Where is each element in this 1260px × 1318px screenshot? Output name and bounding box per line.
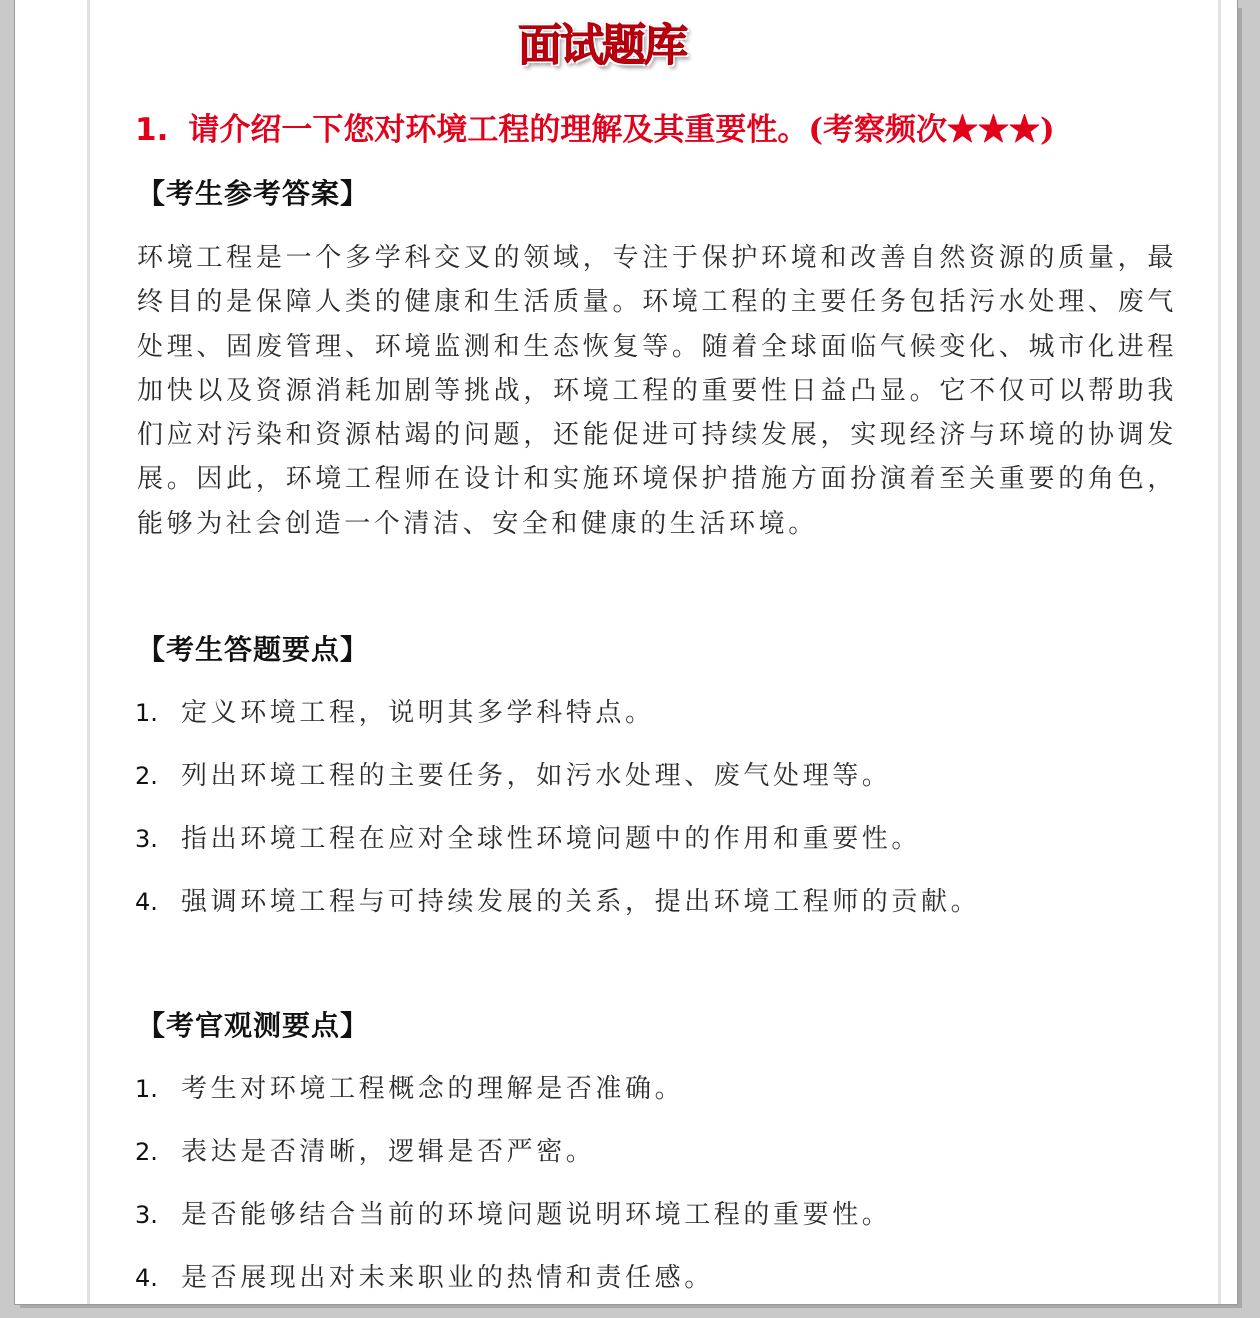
left-margin-line xyxy=(87,0,90,1304)
question-heading xyxy=(135,106,1195,154)
item-number: 4. xyxy=(135,888,158,916)
answer-section-title: 【考生参考答案】 xyxy=(137,177,370,210)
item-number: 2. xyxy=(135,1138,158,1166)
list-item xyxy=(135,816,1175,879)
key-points-section-title: 【考生答题要点】 xyxy=(137,633,370,666)
item-text: 列出环境工程的主要任务，如污水处理、废气处理等。 xyxy=(181,761,892,791)
item-number: 1. xyxy=(135,699,158,727)
key-points-list xyxy=(135,690,1175,942)
item-text: 定义环境工程，说明其多学科特点。 xyxy=(181,698,655,728)
list-item xyxy=(135,1192,1175,1255)
banner-title: 面试题库 xyxy=(518,20,686,71)
document-page xyxy=(14,0,1238,1305)
item-text: 强调环境工程与可持续发展的关系，提出环境工程师的贡献。 xyxy=(181,887,981,917)
item-number: 2. xyxy=(135,762,158,790)
list-item xyxy=(135,753,1175,816)
item-text: 是否展现出对未来职业的热情和责任感。 xyxy=(181,1263,714,1293)
item-number: 4. xyxy=(135,1264,158,1292)
examiner-points-list xyxy=(135,1066,1175,1318)
list-item xyxy=(135,1129,1175,1192)
item-text: 表达是否清晰，逻辑是否严密。 xyxy=(181,1137,596,1167)
question-text: 请介绍一下您对环境工程的理解及其重要性。(考察频次★★★) xyxy=(188,112,1055,148)
list-item xyxy=(135,1255,1175,1318)
examiner-section-title: 【考官观测要点】 xyxy=(137,1009,370,1042)
item-text: 指出环境工程在应对全球性环境问题中的作用和重要性。 xyxy=(181,824,922,854)
item-text: 是否能够结合当前的环境问题说明环境工程的重要性。 xyxy=(181,1200,892,1230)
list-item xyxy=(135,879,1175,942)
item-number: 3. xyxy=(135,1201,158,1229)
list-item xyxy=(135,690,1175,753)
answer-paragraph: 环境工程是一个多学科交叉的领域，专注于保护环境和改善自然资源的质量，最终目的是保障人类的健康和生活质量。环境工程的主要任务包括污水处理、废气处理、固废管理、环境监测和生态恢复等。随着全球面临气候变化、城市化进程加快以及资源消耗加剧等挑战，环境工程的重要性日益凸显。它不仅可以帮助我们应对污染和资源枯竭的问题，还能促进可持续发展，实现经济与环境的协调发展。因此，环境工程师在设计和实施环境保护措施方面扮演着至关重要的角色，能够为社会创造一个清洁、安全和健康的生活环境。 xyxy=(137,243,1177,539)
item-text: 考生对环境工程概念的理解是否准确。 xyxy=(181,1074,685,1104)
item-number: 1. xyxy=(135,1075,158,1103)
item-number: 3. xyxy=(135,825,158,853)
right-margin-line xyxy=(1218,0,1221,1304)
list-item xyxy=(135,1066,1175,1129)
question-number: 1. xyxy=(135,112,169,148)
